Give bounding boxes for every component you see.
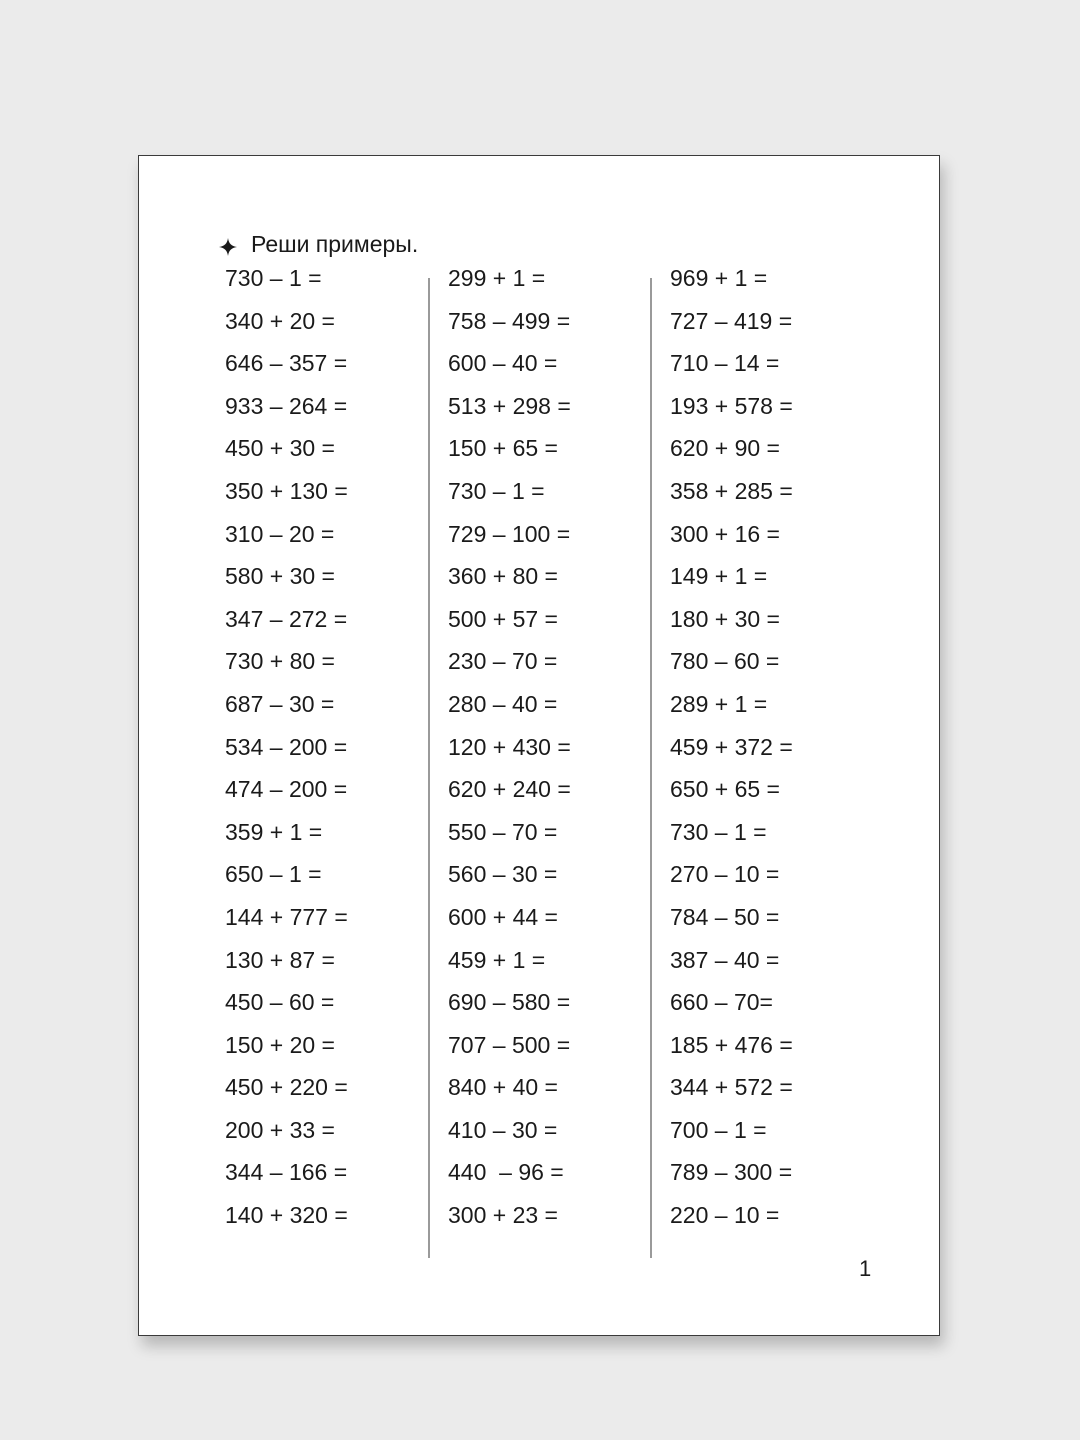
exercise-item: 500 + 57 = [448, 605, 558, 632]
exercise-item: 149 + 1 = [670, 563, 768, 590]
exercise-item: 687 – 30 = [225, 690, 335, 717]
exercise-item: 450 + 30 = [225, 435, 335, 462]
exercise-item: 729 – 100 = [448, 520, 571, 547]
exercise-item: 789 – 300 = [670, 1159, 793, 1186]
exercise-item: 230 – 70 = [448, 648, 558, 675]
exercise-item: 359 + 1 = [225, 818, 323, 845]
exercise-item: 513 + 298 = [448, 392, 571, 419]
exercise-item: 580 + 30 = [225, 563, 335, 590]
exercise-item: 550 – 70 = [448, 818, 558, 845]
exercise-item: 347 – 272 = [225, 605, 348, 632]
exercise-column-1 [225, 264, 348, 1244]
exercise-item: 710 – 14 = [670, 350, 780, 377]
exercise-item: 730 – 1 = [448, 477, 545, 504]
exercise-item: 459 + 372 = [670, 733, 793, 760]
exercise-item: 650 + 65 = [670, 776, 780, 803]
worksheet-page [138, 155, 940, 1336]
exercise-item: 344 + 572 = [670, 1074, 793, 1101]
exercise-item: 730 – 1 = [225, 265, 322, 291]
exercise-item: 660 – 70= [670, 989, 773, 1016]
exercise-item: 730 – 1 = [670, 818, 767, 845]
exercise-item: 459 + 1 = [448, 946, 546, 973]
task-heading [219, 230, 418, 258]
exercise-item: 600 + 44 = [448, 903, 558, 930]
exercise-item: 200 + 33 = [225, 1116, 335, 1143]
exercise-item: 707 – 500 = [448, 1031, 571, 1058]
exercise-column-2 [448, 264, 571, 1244]
exercise-item: 300 + 23 = [448, 1202, 558, 1229]
exercise-item: 780 – 60 = [670, 648, 780, 675]
exercise-item: 144 + 777 = [225, 903, 348, 930]
exercise-item: 758 – 499 = [448, 307, 571, 334]
exercise-item: 150 + 65 = [448, 435, 558, 462]
column-divider [650, 278, 652, 1258]
exercise-item: 344 – 166 = [225, 1159, 348, 1186]
task-title: Реши примеры. [251, 230, 419, 257]
exercise-item: 150 + 20 = [225, 1031, 335, 1058]
exercise-item: 969 + 1 = [670, 265, 768, 291]
four-point-star-icon [219, 235, 237, 253]
exercise-item: 300 + 16 = [670, 520, 780, 547]
exercise-item: 450 + 220 = [225, 1074, 348, 1101]
exercise-item: 130 + 87 = [225, 946, 335, 973]
exercise-item: 360 + 80 = [448, 563, 558, 590]
page-number: 1 [859, 1256, 872, 1281]
exercise-item: 784 – 50 = [670, 903, 780, 930]
exercise-item: 620 + 240 = [448, 776, 571, 803]
exercise-item: 270 – 10 = [670, 861, 780, 888]
exercise-item: 387 – 40 = [670, 946, 780, 973]
exercise-item: 280 – 40 = [448, 690, 558, 717]
exercise-item: 730 + 80 = [225, 648, 335, 675]
exercise-item: 299 + 1 = [448, 265, 546, 291]
exercise-item: 534 – 200 = [225, 733, 348, 760]
exercise-item: 289 + 1 = [670, 690, 768, 717]
exercise-column-3 [670, 264, 793, 1244]
exercise-item: 600 – 40 = [448, 350, 558, 377]
exercise-item: 358 + 285 = [670, 477, 793, 504]
exercise-item: 933 – 264 = [225, 392, 348, 419]
exercise-item: 440 – 96 = [448, 1159, 564, 1186]
exercise-item: 220 – 10 = [670, 1202, 780, 1229]
exercise-item: 180 + 30 = [670, 605, 780, 632]
exercise-item: 350 + 130 = [225, 477, 348, 504]
exercise-item: 185 + 476 = [670, 1031, 793, 1058]
exercise-item: 140 + 320 = [225, 1202, 348, 1229]
exercise-item: 120 + 430 = [448, 733, 571, 760]
exercise-item: 690 – 580 = [448, 989, 571, 1016]
exercise-item: 840 + 40 = [448, 1074, 558, 1101]
exercise-item: 620 + 90 = [670, 435, 780, 462]
exercise-item: 646 – 357 = [225, 350, 348, 377]
exercise-item: 700 – 1 = [670, 1116, 767, 1143]
exercise-item: 410 – 30 = [448, 1116, 558, 1143]
exercise-item: 450 – 60 = [225, 989, 335, 1016]
exercise-item: 727 – 419 = [670, 307, 793, 334]
exercise-item: 560 – 30 = [448, 861, 558, 888]
exercise-item: 310 – 20 = [225, 520, 335, 547]
exercise-item: 650 – 1 = [225, 861, 322, 888]
exercise-item: 474 – 200 = [225, 776, 348, 803]
column-divider [428, 278, 430, 1258]
exercise-item: 340 + 20 = [225, 307, 335, 334]
exercise-item: 193 + 578 = [670, 392, 793, 419]
